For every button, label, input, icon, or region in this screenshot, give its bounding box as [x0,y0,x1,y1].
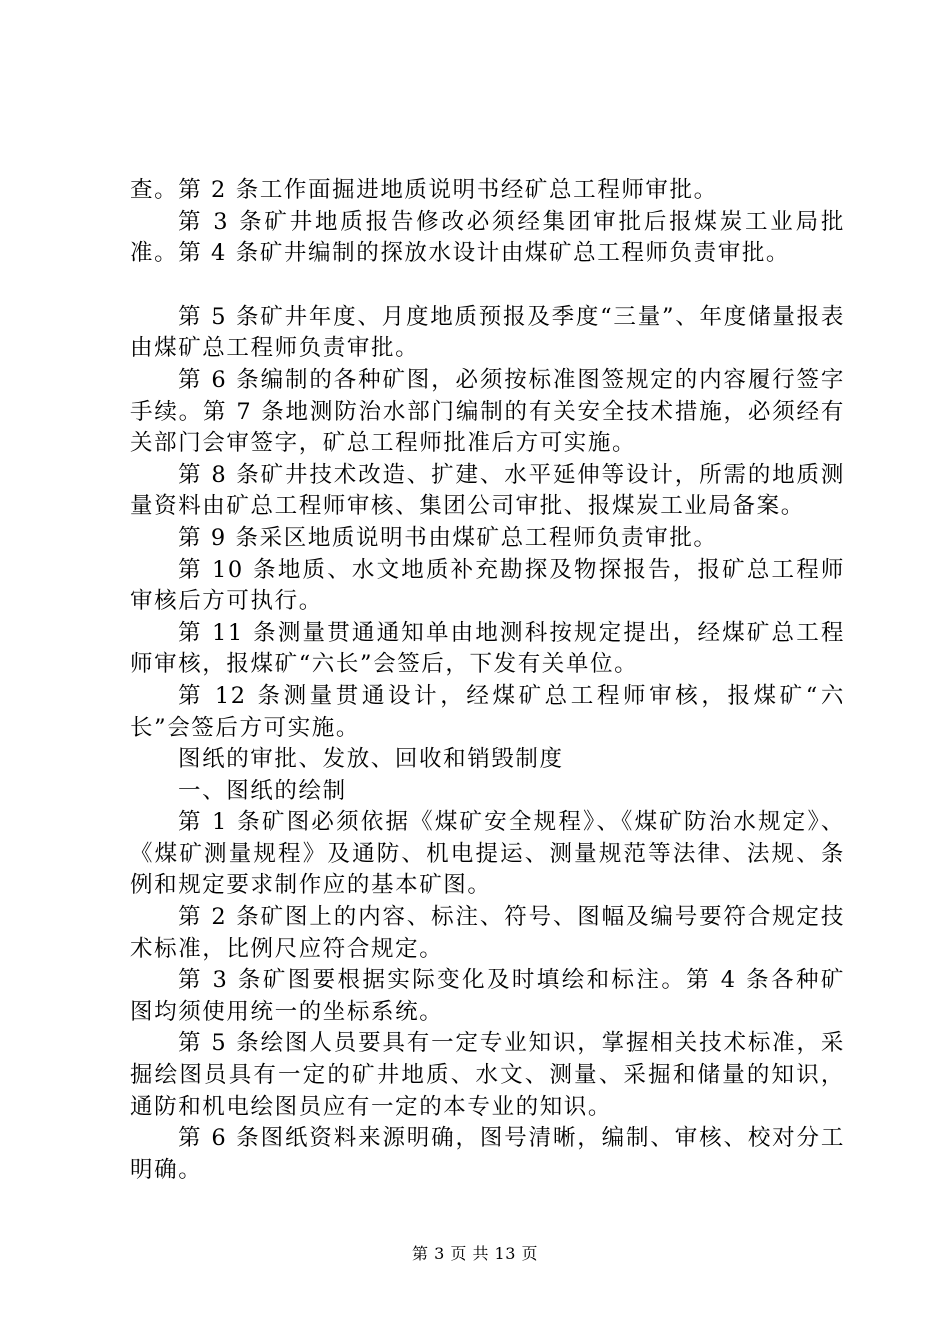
paragraph: 第 8 条矿井技术改造、扩建、水平延伸等设计，所需的地质测量资料由矿总工程师审核、集团公司审批、报煤炭工业局备案。 [130,461,845,520]
paragraph: 第 2 条矿图上的内容、标注、符号、图幅及编号要符合规定技术标准，比例尺应符合规定。 [130,904,845,962]
paragraph: 第 10 条地质、水文地质补充勘探及物探报告，报矿总工程师审核后方可执行。 [130,556,845,615]
paragraph: 第 12 条测量贯通设计，经煤矿总工程师审核，报煤矿“六长”会签后方可实施。 [130,682,845,741]
page-number-footer: 第 3 页 共 13 页 [412,1244,538,1263]
paragraph: 第 6 条编制的各种矿图，必须按标准图签规定的内容履行签字手续。第 7 条地测防治水部门编制的有关安全技术措施，必须经有关部门会审签字，矿总工程师批准后方可实施。 [130,366,845,457]
section-heading: 图纸的审批、发放、回收和销毁制度 [178,746,564,773]
paragraph: 第 11 条测量贯通通知单由地测科按规定提出，经煤矿总工程师审核，报煤矿“六长”会签后，下发有关单位。 [130,619,845,678]
paragraph: 第 9 条采区地质说明书由煤矿总工程师负责审批。 [178,524,718,551]
paragraph: 第 5 条绘图人员要具有一定专业知识，掌握相关技术标准，采掘绘图员具有一定的矿井地质、水文、测量、采掘和储量的知识，通防和机电绘图员应有一定的本专业的知识。 [130,1030,845,1120]
paragraph: 第 1 条矿图必须依据《煤矿安全规程》、《煤矿防治水规定》、《煤矿测量规程》及通防、机电提运、测量规范等法律、法规、条例和规定要求制作应的基本矿图。 [130,809,845,899]
paragraph: 查。第 2 条工作面掘进地质说明书经矿总工程师审批。 [130,177,718,203]
document-body [130,175,845,1186]
paragraph: 第 6 条图纸资料来源明确，图号清晰，编制、审核、校对分工明确。 [130,1125,845,1183]
paragraph: 第 5 条矿井年度、月度地质预报及季度“三量”、年度储量报表由煤矿总工程师负责审批。 [130,303,845,362]
paragraph: 第 3 条矿井地质报告修改必须经集团审批后报煤炭工业局批准。第 4 条矿井编制的探放水设计由煤矿总工程师负责审批。 [130,208,845,267]
subsection-heading: 一、图纸的绘制 [178,777,347,804]
paragraph: 第 3 条矿图要根据实际变化及时填绘和标注。第 4 条各种矿图均须使用统一的坐标系统。 [130,967,845,1025]
